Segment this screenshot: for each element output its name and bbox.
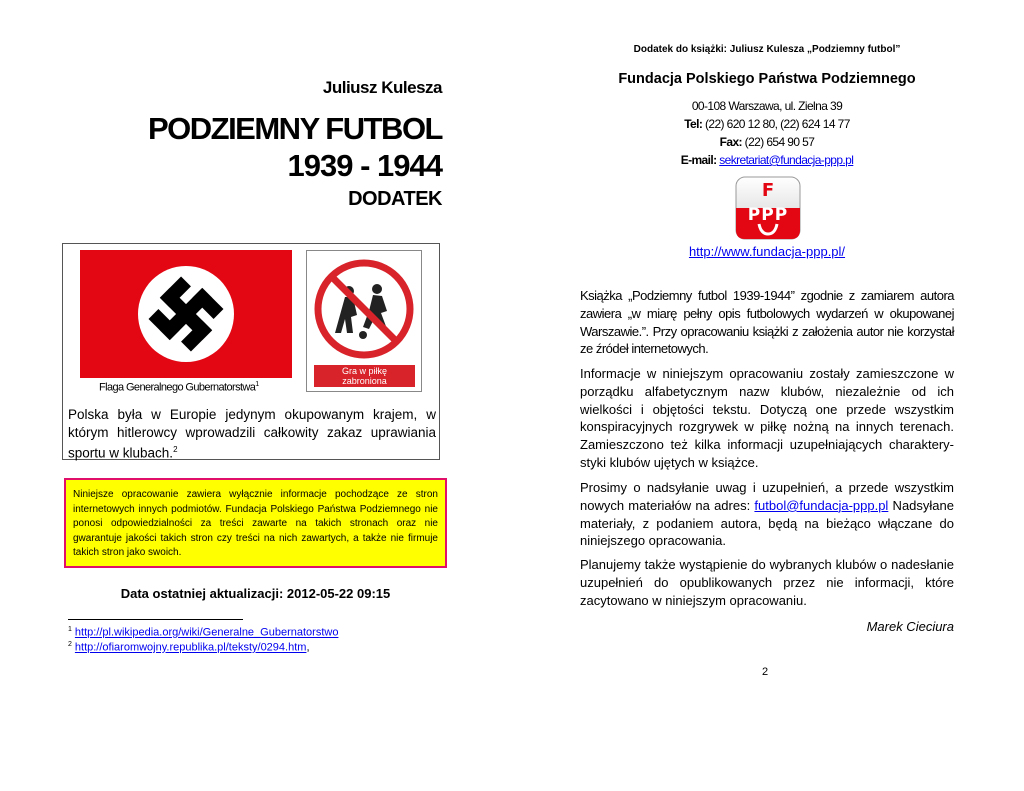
website-link[interactable]: http://www.fundacja-ppp.pl/	[688, 244, 846, 259]
telephone: Tel: (22) 620 12 80, (22) 624 14 77	[684, 117, 850, 131]
address: 00-108 Warszawa, ul. Zielna 39	[691, 99, 843, 113]
footnote-1: $^1$ http://pl.wikipedia.org/wiki/Generalne_Gubernatorstwo	[68, 626, 339, 639]
fundacja-ppp-logo	[735, 176, 801, 240]
book-subtitle: DODATEK	[348, 188, 442, 210]
no-football-sign-image	[307, 251, 421, 363]
footnote-2: $^2$ http://ofiaromwojny.republika.pl/teksty/0294.htm,	[68, 641, 310, 654]
fax: Fax: (22) 654 90 57	[719, 135, 815, 149]
general-government-flag-image	[80, 250, 292, 378]
svg-text:F: F	[761, 180, 775, 201]
svg-text:PPP: PPP	[747, 205, 789, 225]
paragraph-2: Informacje w niniejszym opracowaniu zostały zamieszczone w porządku alfabetycznym nazw klubów, niezależnie od ich wielkości i objętości tekstu. Dotyczą one przede wszystkim konspiracyjnych rozgrywek w piłkę nożną na innych terenach. Zamieszczono też kilka informacji uzupełniających charakterystyki klubów ujętych w książce.	[580, 366, 954, 470]
footnote-1-link[interactable]: http://pl.wikipedia.org/wiki/Generalne_Gubernatorstwo	[74, 626, 339, 639]
sign-label	[314, 365, 415, 387]
paragraph-4: Planujemy także wystąpienie do wybranych klubów o nadesłanie uzupełnień do opublikowanych przez nie informacji, które zacytowano w niniejszym opracowaniu.	[580, 557, 954, 608]
flag-caption: Flaga Generalnego Gubernatorstwa$^1$	[99, 381, 259, 394]
disclaimer-notice: Niniejsze opracowanie zawiera wyłącznie informacje pochodzące ze stron internetowych innych podmiotów. Fundacja Polskiego Państwa Podziemnego nie ponosi odpowiedzialności za treści zawarte na takich stronach oraz nie gwarantuje jakości takich stron czy treści na nich zawartych, a także nie firmuje takich stron jako swoich.	[64, 478, 447, 568]
contact-email-link[interactable]: futbol@fundacja-ppp.pl	[754, 497, 889, 513]
author-name: Juliusz Kulesza	[322, 78, 442, 97]
sign-label-line2: zabroniona	[342, 376, 387, 386]
occupation-statement: Polska była w Europie jedynym okupowanym krajem, w którym hitlerowcy wprowadzili całkowity zakaz uprawiania sportu w klubach.$^2$	[68, 407, 436, 461]
email-link[interactable]: sekretariat@fundacja-ppp.pl	[719, 153, 854, 167]
header-note: Dodatek do książki: Juliusz Kulesza „Podziemny futbol”	[633, 44, 901, 55]
organization-name: Fundacja Polskiego Państwa Podziemnego	[618, 71, 916, 87]
page-number: 2	[762, 666, 769, 678]
book-title: PODZIEMNY FUTBOL	[147, 111, 442, 146]
book-years: 1939 - 1944	[287, 148, 442, 183]
paragraph-1: Książka „Podziemny futbol 1939-1944” zgodnie z zamiarem autora zawiera „w miarę pełny opis futbolowych wydarzeń w okupowanej Warszawie.”. Przy opracowaniu książki z założenia autor nie korzystał ze źródeł internetowych.	[580, 288, 954, 357]
email: E-mail: sekretariat@fundacja-ppp.pl	[680, 153, 854, 167]
signature: Marek Cieciura	[866, 619, 954, 634]
sign-label-line1: Gra w piłkę	[341, 366, 387, 376]
footnote-2-link[interactable]: http://ofiaromwojny.republika.pl/teksty/0294.htm	[74, 641, 307, 654]
last-update: Data ostatniej aktualizacji: 2012-05-22 09:15	[120, 586, 391, 601]
website	[580, 244, 954, 259]
paragraph-3: Prosimy o nadsyłanie uwag i uzupełnień, a przede wszystkim nowych materiałów na adres: futbol@fundacja-ppp.pl Nadsyłane materiały, z podaniem autora, będą na bieżąco włączane do niniejszego opracowania.	[580, 480, 954, 549]
footnote-separator	[68, 619, 243, 620]
